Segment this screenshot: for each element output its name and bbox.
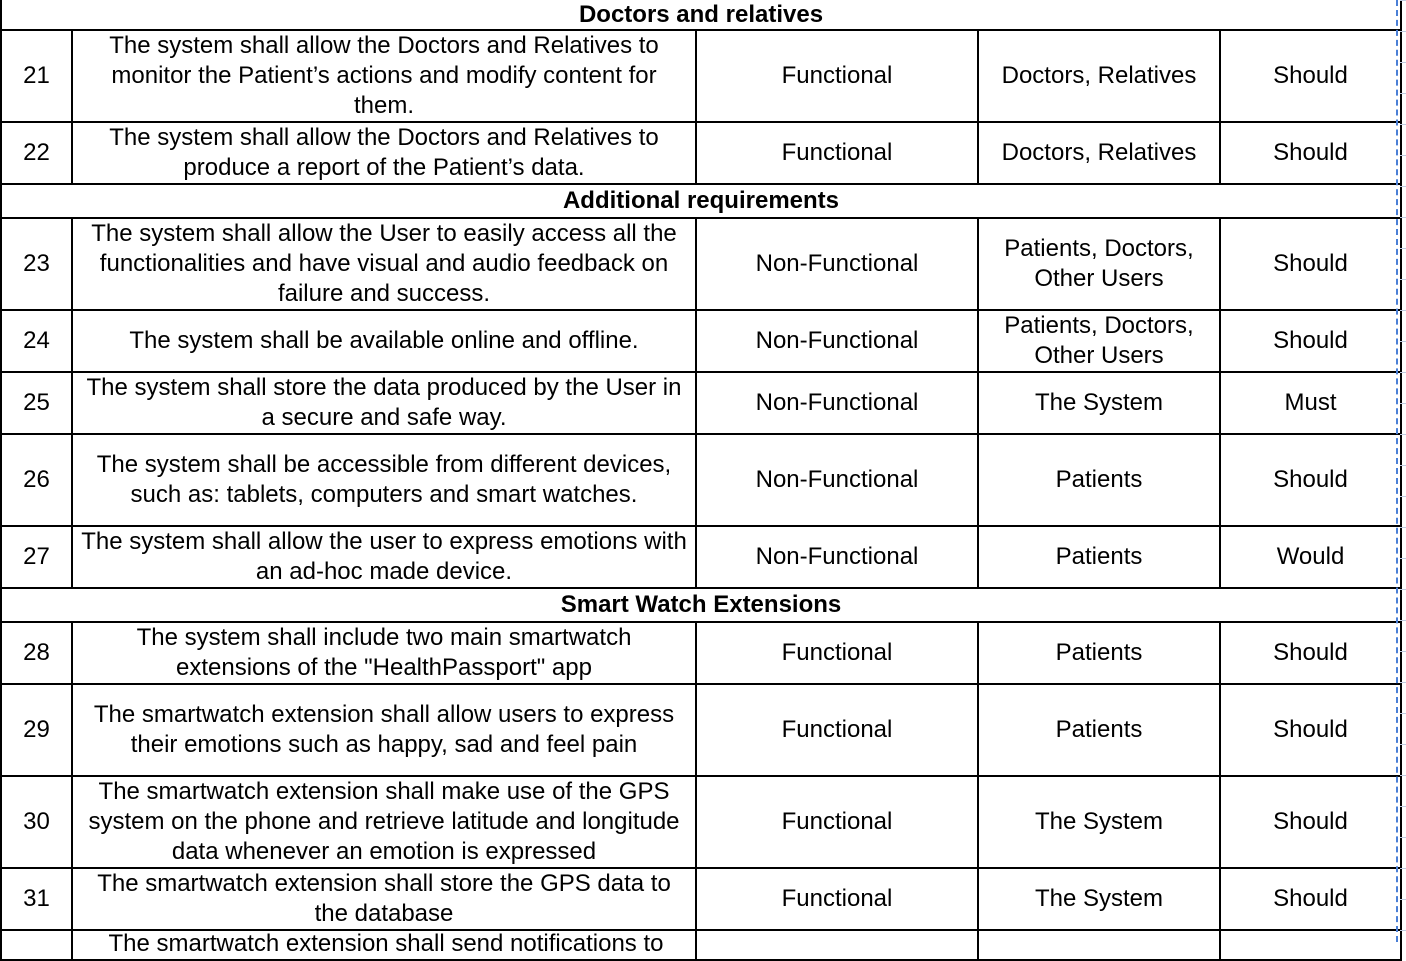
table-row — [1, 684, 1401, 776]
req-actor-cell[interactable]: Doctors, Relatives — [978, 122, 1220, 184]
req-desc-cell[interactable]: The system shall include two main smartwatch extensions of the "HealthPassport" app — [72, 622, 696, 684]
req-desc-cell[interactable]: The system shall allow the Doctors and Relatives to produce a report of the Patient’s data. — [72, 122, 696, 184]
req-id-cell[interactable]: 21 — [1, 30, 72, 122]
req-desc-cell[interactable]: The system shall be accessible from different devices, such as: tablets, computers and smart watches. — [72, 434, 696, 526]
req-id-cell[interactable]: 23 — [1, 218, 72, 310]
req-priority-cell[interactable]: Should — [1220, 310, 1401, 372]
req-actor-cell[interactable]: Doctors, Relatives — [978, 30, 1220, 122]
req-priority-cell[interactable]: Should — [1220, 30, 1401, 122]
req-priority-cell[interactable]: Would — [1220, 526, 1401, 588]
req-priority-cell[interactable]: Should — [1220, 218, 1401, 310]
req-priority-cell[interactable]: Should — [1220, 776, 1401, 868]
req-id-cell[interactable] — [1, 930, 72, 960]
req-type-cell[interactable]: Functional — [696, 122, 978, 184]
req-desc-cell[interactable]: The system shall allow the Doctors and Relatives to monitor the Patient’s actions and modify content for them. — [72, 30, 696, 122]
req-actor-cell[interactable]: Patients — [978, 684, 1220, 776]
req-actor-cell[interactable]: Patients, Doctors, Other Users — [978, 218, 1220, 310]
table-row — [1, 622, 1401, 684]
req-type-cell[interactable]: Functional — [696, 622, 978, 684]
req-desc-cell[interactable]: The system shall allow the user to express emotions with an ad-hoc made device. — [72, 526, 696, 588]
req-desc-cell[interactable]: The smartwatch extension shall make use of the GPS system on the phone and retrieve latitude and longitude data whenever an emotion is expressed — [72, 776, 696, 868]
req-type-cell[interactable]: Non-Functional — [696, 372, 978, 434]
req-id-cell[interactable]: 31 — [1, 868, 72, 930]
req-type-cell[interactable]: Non-Functional — [696, 434, 978, 526]
req-priority-cell[interactable]: Should — [1220, 434, 1401, 526]
req-actor-cell[interactable]: The System — [978, 372, 1220, 434]
req-desc-cell[interactable]: The smartwatch extension shall store the GPS data to the database — [72, 868, 696, 930]
req-type-cell[interactable]: Non-Functional — [696, 218, 978, 310]
req-priority-cell[interactable]: Should — [1220, 684, 1401, 776]
req-desc-cell[interactable]: The system shall be available online and offline. — [72, 310, 696, 372]
cut-off-row-label: The smartwatch extension shall send notifications to — [108, 930, 664, 957]
req-desc-cell[interactable]: The system shall allow the User to easily access all the functionalities and have visual and audio feedback on failure and success. — [72, 218, 696, 310]
req-actor-cell[interactable]: Patients, Doctors, Other Users — [978, 310, 1220, 372]
req-id-cell[interactable]: 28 — [1, 622, 72, 684]
req-id-cell[interactable]: 26 — [1, 434, 72, 526]
table-row — [1, 122, 1401, 184]
req-type-cell[interactable]: Functional — [696, 30, 978, 122]
section-title[interactable]: Additional requirements — [1, 184, 1401, 218]
table-row — [1, 776, 1401, 868]
req-id-cell[interactable]: 29 — [1, 684, 72, 776]
req-desc-cell[interactable]: The system shall store the data produced by the User in a secure and safe way. — [72, 372, 696, 434]
table-row — [1, 526, 1401, 588]
req-priority-cell[interactable]: Should — [1220, 622, 1401, 684]
req-actor-cell[interactable] — [978, 930, 1220, 960]
section-row-additional — [1, 184, 1401, 218]
req-id-cell[interactable]: 30 — [1, 776, 72, 868]
section-row-smartwatch — [1, 588, 1401, 622]
req-priority-cell[interactable] — [1220, 930, 1401, 960]
cut-off-row-text — [78, 927, 694, 957]
req-actor-cell[interactable]: Patients — [978, 622, 1220, 684]
req-actor-cell[interactable]: The System — [978, 776, 1220, 868]
req-type-cell[interactable]: Non-Functional — [696, 310, 978, 372]
req-id-cell[interactable]: 27 — [1, 526, 72, 588]
req-id-cell[interactable]: 25 — [1, 372, 72, 434]
req-id-cell[interactable]: 24 — [1, 310, 72, 372]
req-type-cell[interactable]: Functional — [696, 868, 978, 930]
table-row — [1, 372, 1401, 434]
section-row-doctors — [1, 0, 1401, 30]
grid-edge-ticks — [1400, 0, 1406, 942]
req-id-cell[interactable]: 22 — [1, 122, 72, 184]
section-title[interactable]: Smart Watch Extensions — [1, 588, 1401, 622]
req-type-cell[interactable] — [696, 930, 978, 960]
req-desc-cell[interactable]: The smartwatch extension shall allow users to express their emotions such as happy, sad and feel pain — [72, 684, 696, 776]
table-row — [1, 30, 1401, 122]
section-title[interactable]: Doctors and relatives — [1, 0, 1401, 30]
req-actor-cell[interactable]: Patients — [978, 434, 1220, 526]
req-priority-cell[interactable]: Should — [1220, 122, 1401, 184]
req-actor-cell[interactable]: The System — [978, 868, 1220, 930]
table-row — [1, 310, 1401, 372]
req-type-cell[interactable]: Functional — [696, 776, 978, 868]
req-type-cell[interactable]: Non-Functional — [696, 526, 978, 588]
req-priority-cell[interactable]: Should — [1220, 868, 1401, 930]
req-type-cell[interactable]: Functional — [696, 684, 978, 776]
table-row — [1, 218, 1401, 310]
req-actor-cell[interactable]: Patients — [978, 526, 1220, 588]
table-row — [1, 868, 1401, 930]
req-priority-cell[interactable]: Must — [1220, 372, 1401, 434]
table-row — [1, 434, 1401, 526]
